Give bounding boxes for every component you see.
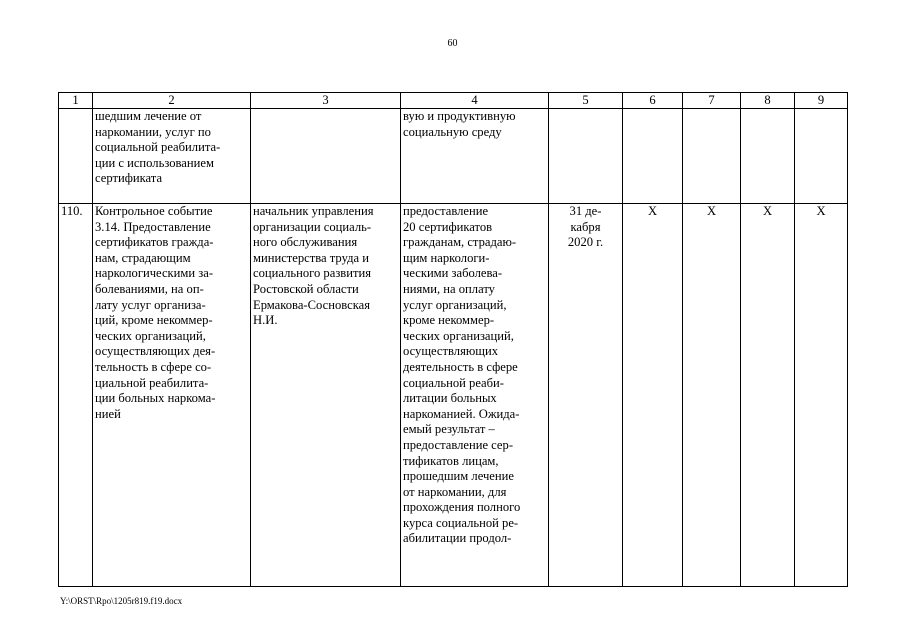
table-header-row bbox=[59, 93, 848, 109]
cont-col8-cell bbox=[741, 109, 795, 204]
cell-text-line: сертификата bbox=[95, 171, 163, 186]
cell-text-line: от наркомании, для bbox=[403, 484, 507, 499]
cell-text-line: министерства труда и bbox=[253, 250, 369, 265]
mark-col7-cell: X bbox=[683, 204, 741, 587]
mark-col8-cell: X bbox=[741, 204, 795, 587]
cell-text-line: кабря bbox=[570, 219, 601, 234]
cell-text-line: лату услуг организа- bbox=[95, 297, 206, 312]
table-row-110 bbox=[59, 204, 848, 587]
cell-text-line: гражданам, страдаю- bbox=[403, 235, 517, 250]
header-cell-5: 5 bbox=[549, 93, 623, 109]
cell-text-line: организации социаль- bbox=[253, 219, 372, 234]
cell-text-line: осуществляющих дея- bbox=[95, 344, 216, 359]
cont-date-cell bbox=[549, 109, 623, 204]
cell-text-line: шедшим лечение от bbox=[95, 109, 202, 123]
cell-text-line: предоставление bbox=[403, 204, 489, 218]
header-cell-3: 3 bbox=[251, 93, 401, 109]
cell-text-line: нией bbox=[95, 406, 121, 421]
control-event-cell bbox=[93, 204, 251, 587]
cont-col6-cell bbox=[623, 109, 683, 204]
cell-text-line: кроме некоммер- bbox=[403, 313, 495, 328]
cell-text-line: литации больных bbox=[403, 391, 497, 406]
deadline-date-cell bbox=[549, 204, 623, 587]
cell-text-line: нам, страдающим bbox=[95, 250, 191, 265]
cell-text-line: прохождения полного bbox=[403, 500, 521, 515]
mark-col6-cell: X bbox=[623, 204, 683, 587]
cell-text-line: абилитации продол- bbox=[403, 531, 512, 546]
cont-event-cell bbox=[93, 109, 251, 204]
header-cell-7: 7 bbox=[683, 93, 741, 109]
cell-text-line: социальной реабилита- bbox=[95, 140, 221, 155]
cell-text-line: болеваниями, на оп- bbox=[95, 281, 204, 296]
header-cell-6: 6 bbox=[623, 93, 683, 109]
cell-text-line: услуг организаций, bbox=[403, 297, 507, 312]
cont-col9-cell bbox=[795, 109, 848, 204]
cell-text-line: 31 де- bbox=[569, 204, 602, 218]
cell-text-line: ческих организаций, bbox=[95, 328, 206, 343]
header-cell-2: 2 bbox=[93, 93, 251, 109]
cell-text-line: социальной реаби- bbox=[403, 375, 504, 390]
responsible-person-cell bbox=[251, 204, 401, 587]
cell-text-line: курса социальной ре- bbox=[403, 515, 519, 530]
cell-text-line: социальную среду bbox=[403, 124, 502, 139]
cell-text-line: деятельность в сфере bbox=[403, 359, 518, 374]
cell-text-line: вую и продуктивную bbox=[403, 109, 516, 123]
header-cell-1: 1 bbox=[59, 93, 93, 109]
header-cell-4: 4 bbox=[401, 93, 549, 109]
cell-text-line: щим наркологи- bbox=[403, 250, 490, 265]
page-number: 60 bbox=[447, 38, 458, 49]
cell-text-line: наркологическими за- bbox=[95, 266, 214, 281]
header-cell-9: 9 bbox=[795, 93, 848, 109]
cell-text-line: Контрольное событие bbox=[95, 204, 213, 218]
cont-col7-cell bbox=[683, 109, 741, 204]
cell-text-line: циальной реабилита- bbox=[95, 375, 209, 390]
cell-text-line: сертификатов гражда- bbox=[95, 235, 214, 250]
row-number-cell: 110. bbox=[59, 204, 93, 587]
cell-text-line: предоставление сер- bbox=[403, 437, 514, 452]
table-row-continuation bbox=[59, 109, 848, 204]
cont-number-cell bbox=[59, 109, 93, 204]
cell-text-line: ческих организаций, bbox=[403, 328, 514, 343]
cell-text-line: наркоманией. Ожида- bbox=[403, 406, 520, 421]
cell-text-line: осуществляющих bbox=[403, 344, 499, 359]
cell-text-line: ческими заболева- bbox=[403, 266, 503, 281]
cell-text-line: тификатов лицам, bbox=[403, 453, 499, 468]
cell-text-line: Н.И. bbox=[253, 313, 278, 328]
cell-text-line: 20 сертификатов bbox=[403, 219, 493, 234]
cell-text-line: ции с использованием bbox=[95, 155, 214, 170]
cell-text-line: социального развития bbox=[253, 266, 372, 281]
cell-text-line: Ермакова-Сосновская bbox=[253, 297, 371, 312]
cell-text-line: 2020 г. bbox=[567, 235, 604, 250]
cell-text-line: ного обслуживания bbox=[253, 235, 358, 250]
document-table bbox=[58, 92, 848, 587]
cell-text-line: прошедшим лечение bbox=[403, 469, 514, 484]
cell-text-line: ции больных наркома- bbox=[95, 391, 216, 406]
cell-text-line: ций, кроме некоммер- bbox=[95, 313, 213, 328]
cont-result-cell bbox=[401, 109, 549, 204]
mark-col9-cell: X bbox=[795, 204, 848, 587]
cont-responsible-cell bbox=[251, 109, 401, 204]
expected-result-cell bbox=[401, 204, 549, 587]
cell-text-line: ниями, на оплату bbox=[403, 281, 495, 296]
cell-text-line: емый результат – bbox=[403, 422, 495, 437]
cell-text-line: наркомании, услуг по bbox=[95, 124, 211, 139]
footer-file-path: Y:\ORST\Rpo\1205r819.f19.docx bbox=[60, 596, 183, 606]
cell-text-line: тельность в сфере со- bbox=[95, 359, 212, 374]
header-cell-8: 8 bbox=[741, 93, 795, 109]
cell-text-line: 3.14. Предоставление bbox=[95, 219, 211, 234]
cell-text-line: Ростовской области bbox=[253, 281, 359, 296]
cell-text-line: начальник управления bbox=[253, 204, 374, 218]
